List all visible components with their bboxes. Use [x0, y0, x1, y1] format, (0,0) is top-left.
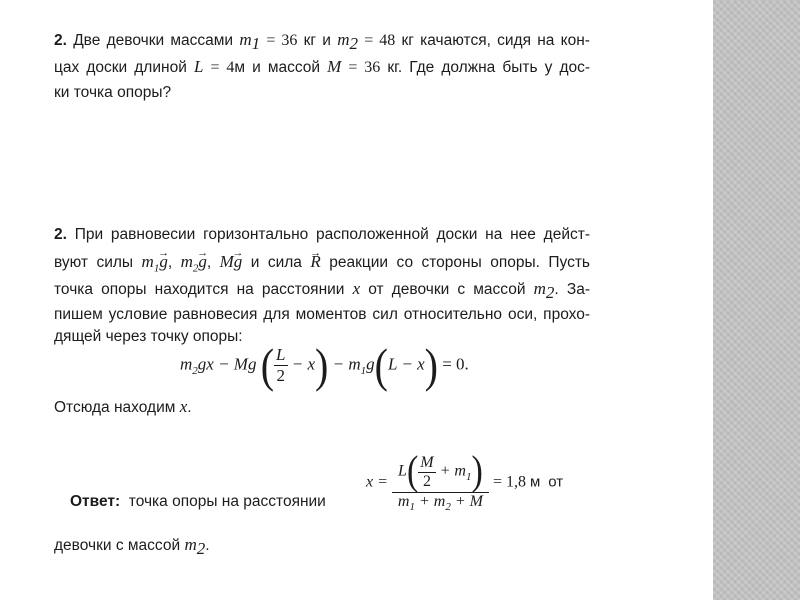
solution-line-5: дящей через точку опоры:: [54, 328, 243, 345]
solution-line-1: 2. При равновесии горизонтально расположенной доски на нее дейст-: [54, 226, 590, 243]
solution-line-2: вуют силы $m_1\to g$, $m_2\to g$, M→ g и сила → R реакции со стороны опоры. Пусть: [54, 252, 590, 278]
answer-line-1: Ответ: точка опоры на расстоянии: [70, 493, 326, 510]
decorative-sidebar: [713, 0, 800, 600]
problem-line-2: цах доски длиной L = 4м и массой M = 36 кг. Где должна быть у дос-: [54, 57, 591, 76]
solution-line-4: пишем условие равновесия для моментов сил относительно оси, прохо-: [54, 306, 590, 323]
problem-line-1: 2. Две девочки массами $m_1 = 36$ кг и $m_2 = 48$ кг качаются, сидя на кон-: [54, 30, 590, 54]
problem-line-3: ки точка опоры?: [54, 84, 172, 101]
from-here-line: Отсюда находим x.: [54, 397, 192, 416]
answer-formula: x = L( $\frac{M}{2}$ + $m_1$) $m_1 + m_2 + M$ = 1,8 м от: [366, 449, 564, 514]
equilibrium-equation: $m_2gx - Mg$ ( $\frac{L}{2}$ − $x) - m_1g(L - x) = 0$.: [180, 337, 469, 392]
solution-line-3: точка опоры находится на расстоянии x от девочки с массой $m_2$. За-: [54, 279, 590, 303]
answer-line-2: девочки с массой $m_2$.: [54, 535, 210, 559]
